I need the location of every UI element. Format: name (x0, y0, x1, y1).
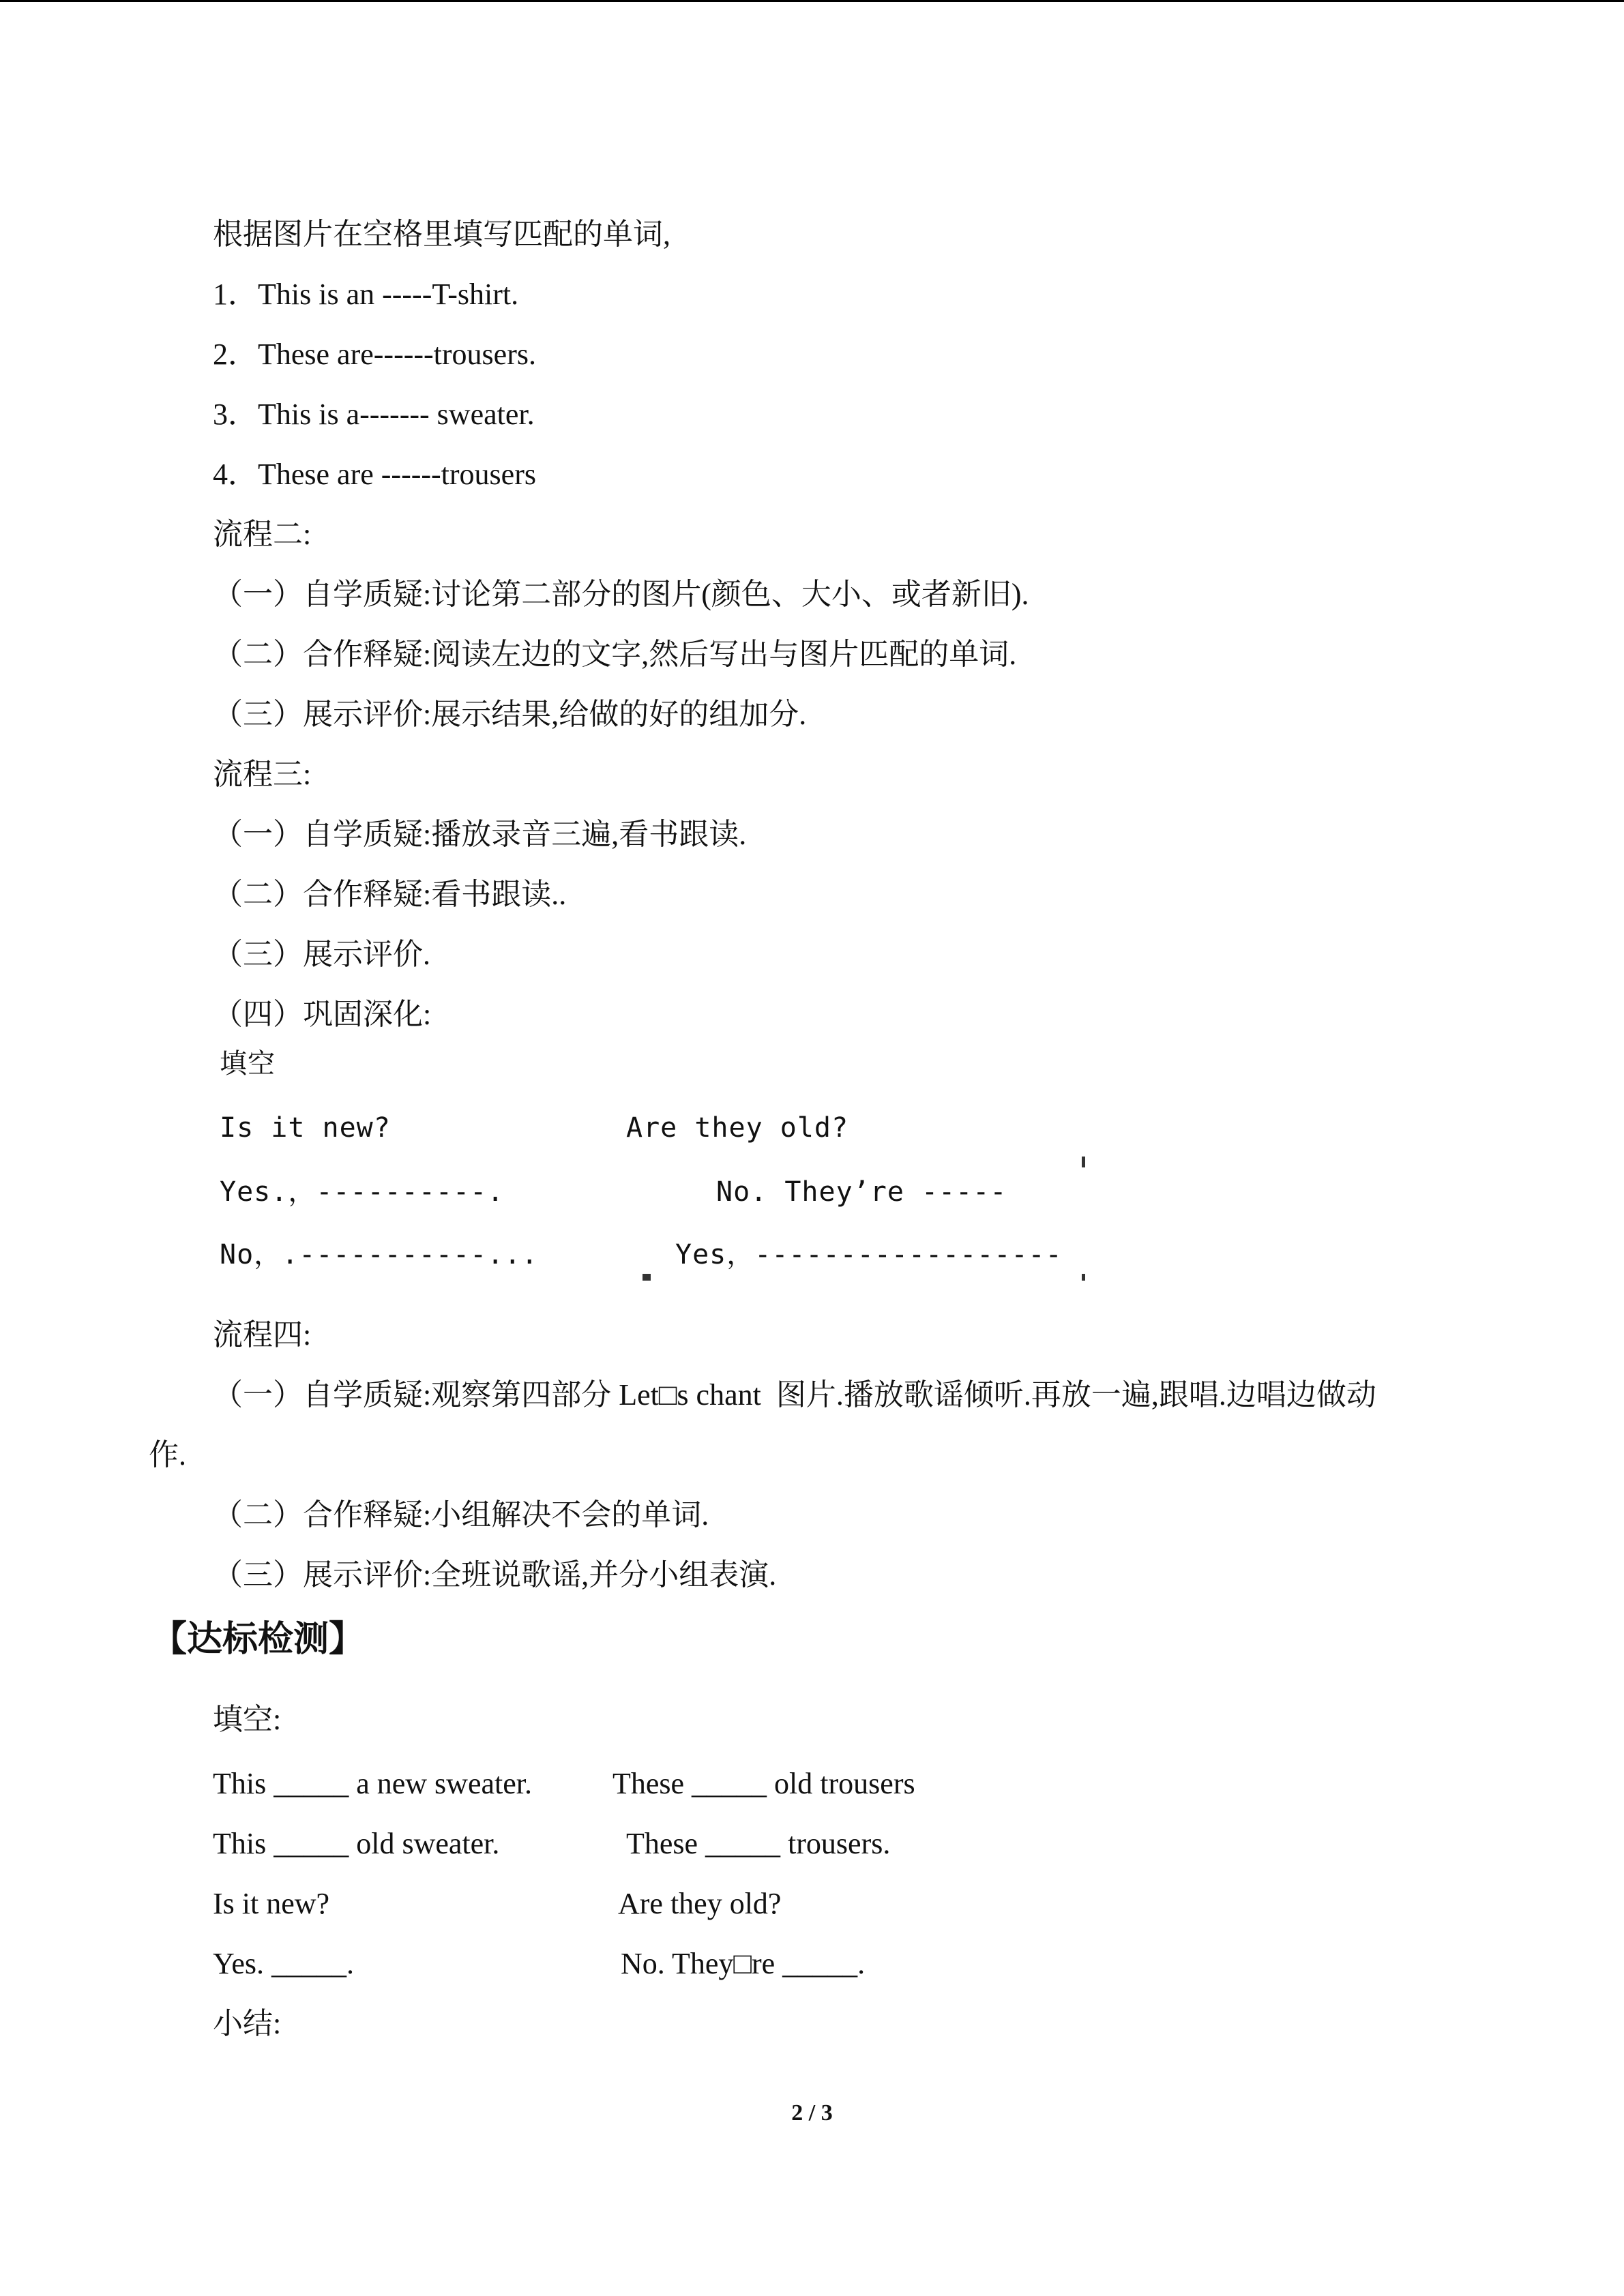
test-row4-right: No. They□re _____. (621, 1947, 866, 1980)
scan-mark (643, 1274, 651, 1281)
summary-label: 小结: (213, 2007, 282, 2040)
flow3-title: 流程三: (213, 758, 312, 791)
exercise-item-2: 2．These are------trousers. (213, 338, 536, 371)
exercise-item-3: 3．This is a------- sweater. (213, 398, 535, 431)
test-row1-right: These _____ old trousers (612, 1767, 915, 1800)
flow4-title: 流程四: (213, 1318, 312, 1352)
fill-box-row1-right: Are they old? (626, 1112, 849, 1144)
section-heading: 【达标检测】 (151, 1619, 365, 1660)
fill-box-row3-left: No，.-----------... (220, 1239, 539, 1270)
flow2-title: 流程二: (213, 518, 312, 551)
test-row3-right: Are they old? (618, 1887, 782, 1920)
test-row2-right: These _____ trousers. (626, 1827, 891, 1860)
scan-mark (1082, 1274, 1085, 1281)
fill-box-row2-right: No. They’re ----- (716, 1176, 1007, 1208)
flow3-step-4: （四）巩固深化: (213, 998, 432, 1031)
flow4-step-1: （一）自学质疑:观察第四部分 Let□s chant 图片.播放歌谣倾听.再放一遍,跟唱.边唱边做动 (213, 1378, 1376, 1412)
exercise-item-1: 1．This is an -----T-shirt. (213, 278, 519, 311)
test-row3-left: Is it new? (213, 1887, 330, 1920)
test-label: 填空: (213, 1703, 282, 1736)
flow3-step-2: （二）合作释疑:看书跟读.. (213, 878, 567, 911)
exercise-item-4: 4．These are ------trousers (213, 458, 536, 491)
fill-box-row3-right: Yes，------------------ (675, 1239, 1063, 1270)
test-row2-left: This _____ old sweater. (213, 1827, 500, 1860)
flow2-step-1: （一）自学质疑:讨论第二部分的图片(颜色、大小、或者新旧). (213, 578, 1029, 611)
flow3-step-1: （一）自学质疑:播放录音三遍,看书跟读. (213, 818, 747, 851)
scan-mark (1082, 1157, 1085, 1167)
flow4-step-2: （二）合作释疑:小组解决不会的单词. (213, 1498, 709, 1532)
top-border (0, 0, 1624, 2)
flow3-step-3: （三）展示评价. (213, 938, 430, 971)
fill-box-title: 填空 (220, 1048, 276, 1079)
test-row4-left: Yes. _____. (213, 1947, 355, 1980)
fill-box-row1-left: Is it new? (220, 1112, 391, 1144)
flow4-step-1-cont: 作. (149, 1438, 186, 1472)
page-number: 2 / 3 (791, 2100, 833, 2126)
intro-text: 根据图片在空格里填写匹配的单词, (213, 218, 670, 251)
flow4-step-3: （三）展示评价:全班说歌谣,并分小组表演. (213, 1558, 777, 1592)
test-row1-left: This _____ a new sweater. (213, 1767, 532, 1800)
flow2-step-3: （三）展示评价:展示结果,给做的好的组加分. (213, 698, 807, 731)
flow2-step-2: （二）合作释疑:阅读左边的文字,然后写出与图片匹配的单词. (213, 638, 1017, 671)
fill-box-row2-left: Yes.，----------. (220, 1176, 505, 1208)
